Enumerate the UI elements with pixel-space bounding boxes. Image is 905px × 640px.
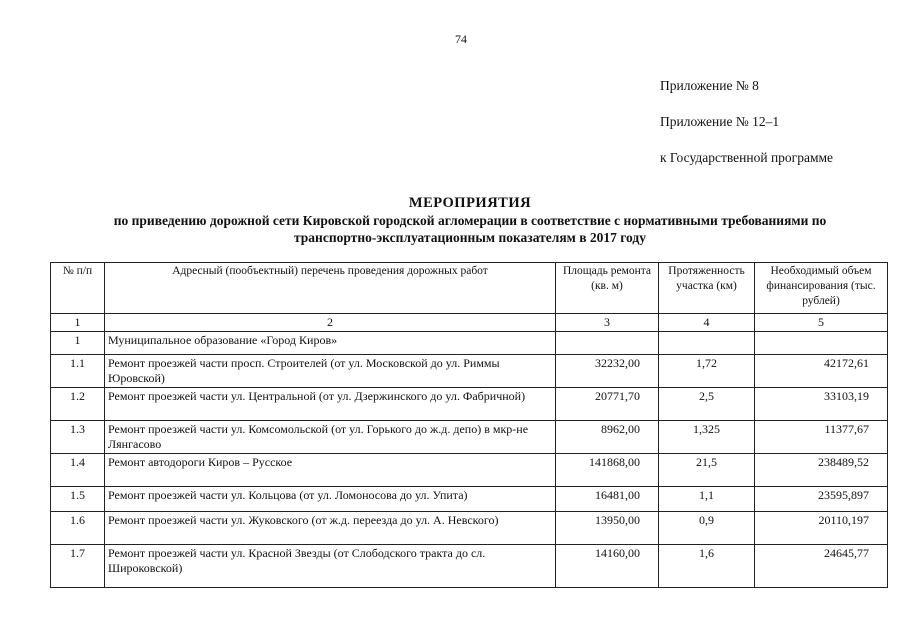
row-funding: 42172,61 [755, 355, 888, 388]
row-area: 16481,00 [556, 487, 659, 512]
title-subtitle-line-2: транспортно-эксплуатационным показателям в 2017 году [294, 230, 646, 245]
row-description: Ремонт проезжей части просп. Строителей (от ул. Московской до ул. Риммы Юровской) [105, 355, 556, 388]
row-description: Ремонт проезжей части ул. Комсомольской (от ул. Горького до ж.д. депо) в мкр-не Лянгасово [105, 421, 556, 454]
column-index: 5 [755, 314, 888, 332]
row-funding: 11377,67 [755, 421, 888, 454]
row-area: 14160,00 [556, 545, 659, 588]
table-row [51, 512, 888, 545]
row-length: 1,325 [659, 421, 755, 454]
row-area: 32232,00 [556, 355, 659, 388]
column-index: 4 [659, 314, 755, 332]
measures-table [50, 262, 888, 588]
appendix-line-1: Приложение № 8 [660, 78, 759, 93]
table-row [51, 355, 888, 388]
row-area: 13950,00 [556, 512, 659, 545]
row-num: 1.1 [51, 355, 105, 388]
row-area: 141868,00 [556, 454, 659, 487]
header-num: № п/п [51, 263, 105, 314]
row-funding: 24645,77 [755, 545, 888, 588]
column-index-row [51, 314, 888, 332]
row-area: 20771,70 [556, 388, 659, 421]
row-num: 1.6 [51, 512, 105, 545]
row-funding: 20110,197 [755, 512, 888, 545]
row-length: 0,9 [659, 512, 755, 545]
header-funding: Необходимый объем финансирования (тыс. рублей) [755, 263, 888, 314]
row-funding: 23595,897 [755, 487, 888, 512]
row-length: 1,1 [659, 487, 755, 512]
row-description: Ремонт проезжей части ул. Центральной (от ул. Дзержинского до ул. Фабричной) [105, 388, 556, 421]
page-number: 74 [455, 32, 467, 46]
column-index: 3 [556, 314, 659, 332]
row-num: 1.7 [51, 545, 105, 588]
table-header-row [51, 263, 888, 314]
row-num: 1.4 [51, 454, 105, 487]
municipality-row [51, 332, 888, 355]
column-index: 1 [51, 314, 105, 332]
row-num: 1.3 [51, 421, 105, 454]
row-description: Ремонт проезжей части ул. Кольцова (от ул. Ломоносова до ул. Упита) [105, 487, 556, 512]
municipality-name: Муниципальное образование «Город Киров» [105, 332, 556, 355]
row-length: 2,5 [659, 388, 755, 421]
row-num: 1.2 [51, 388, 105, 421]
row-description: Ремонт проезжей части ул. Красной Звезды (от Слободского тракта до сл. Широковской) [105, 545, 556, 588]
row-description: Ремонт проезжей части ул. Жуковского (от ж.д. переезда до ул. А. Невского) [105, 512, 556, 545]
row-num: 1 [51, 332, 105, 355]
row-num: 1.5 [51, 487, 105, 512]
table-row [51, 421, 888, 454]
title-subtitle-line-1: по приведению дорожной сети Кировской городской агломерации в соответствие с нормативными требованиями по [113, 213, 827, 228]
row-length: 21,5 [659, 454, 755, 487]
row-length: 1,6 [659, 545, 755, 588]
table-row [51, 487, 888, 512]
row-funding: 238489,52 [755, 454, 888, 487]
document-title [50, 194, 890, 246]
title-main: МЕРОПРИЯТИЯ [408, 195, 532, 211]
table-row [51, 545, 888, 588]
column-index: 2 [105, 314, 556, 332]
table-row [51, 388, 888, 421]
header-area: Площадь ремонта (кв. м) [556, 263, 659, 314]
row-length: 1,72 [659, 355, 755, 388]
table-row [51, 454, 888, 487]
header-length: Протяженность участка (км) [659, 263, 755, 314]
row-description: Ремонт автодороги Киров – Русское [105, 454, 556, 487]
appendix-line-3: к Государственной программе [660, 150, 834, 165]
appendix-line-2: Приложение № 12–1 [660, 114, 780, 129]
row-funding: 33103,19 [755, 388, 888, 421]
row-area: 8962,00 [556, 421, 659, 454]
header-address: Адресный (пообъектный) перечень проведения дорожных работ [105, 263, 556, 314]
